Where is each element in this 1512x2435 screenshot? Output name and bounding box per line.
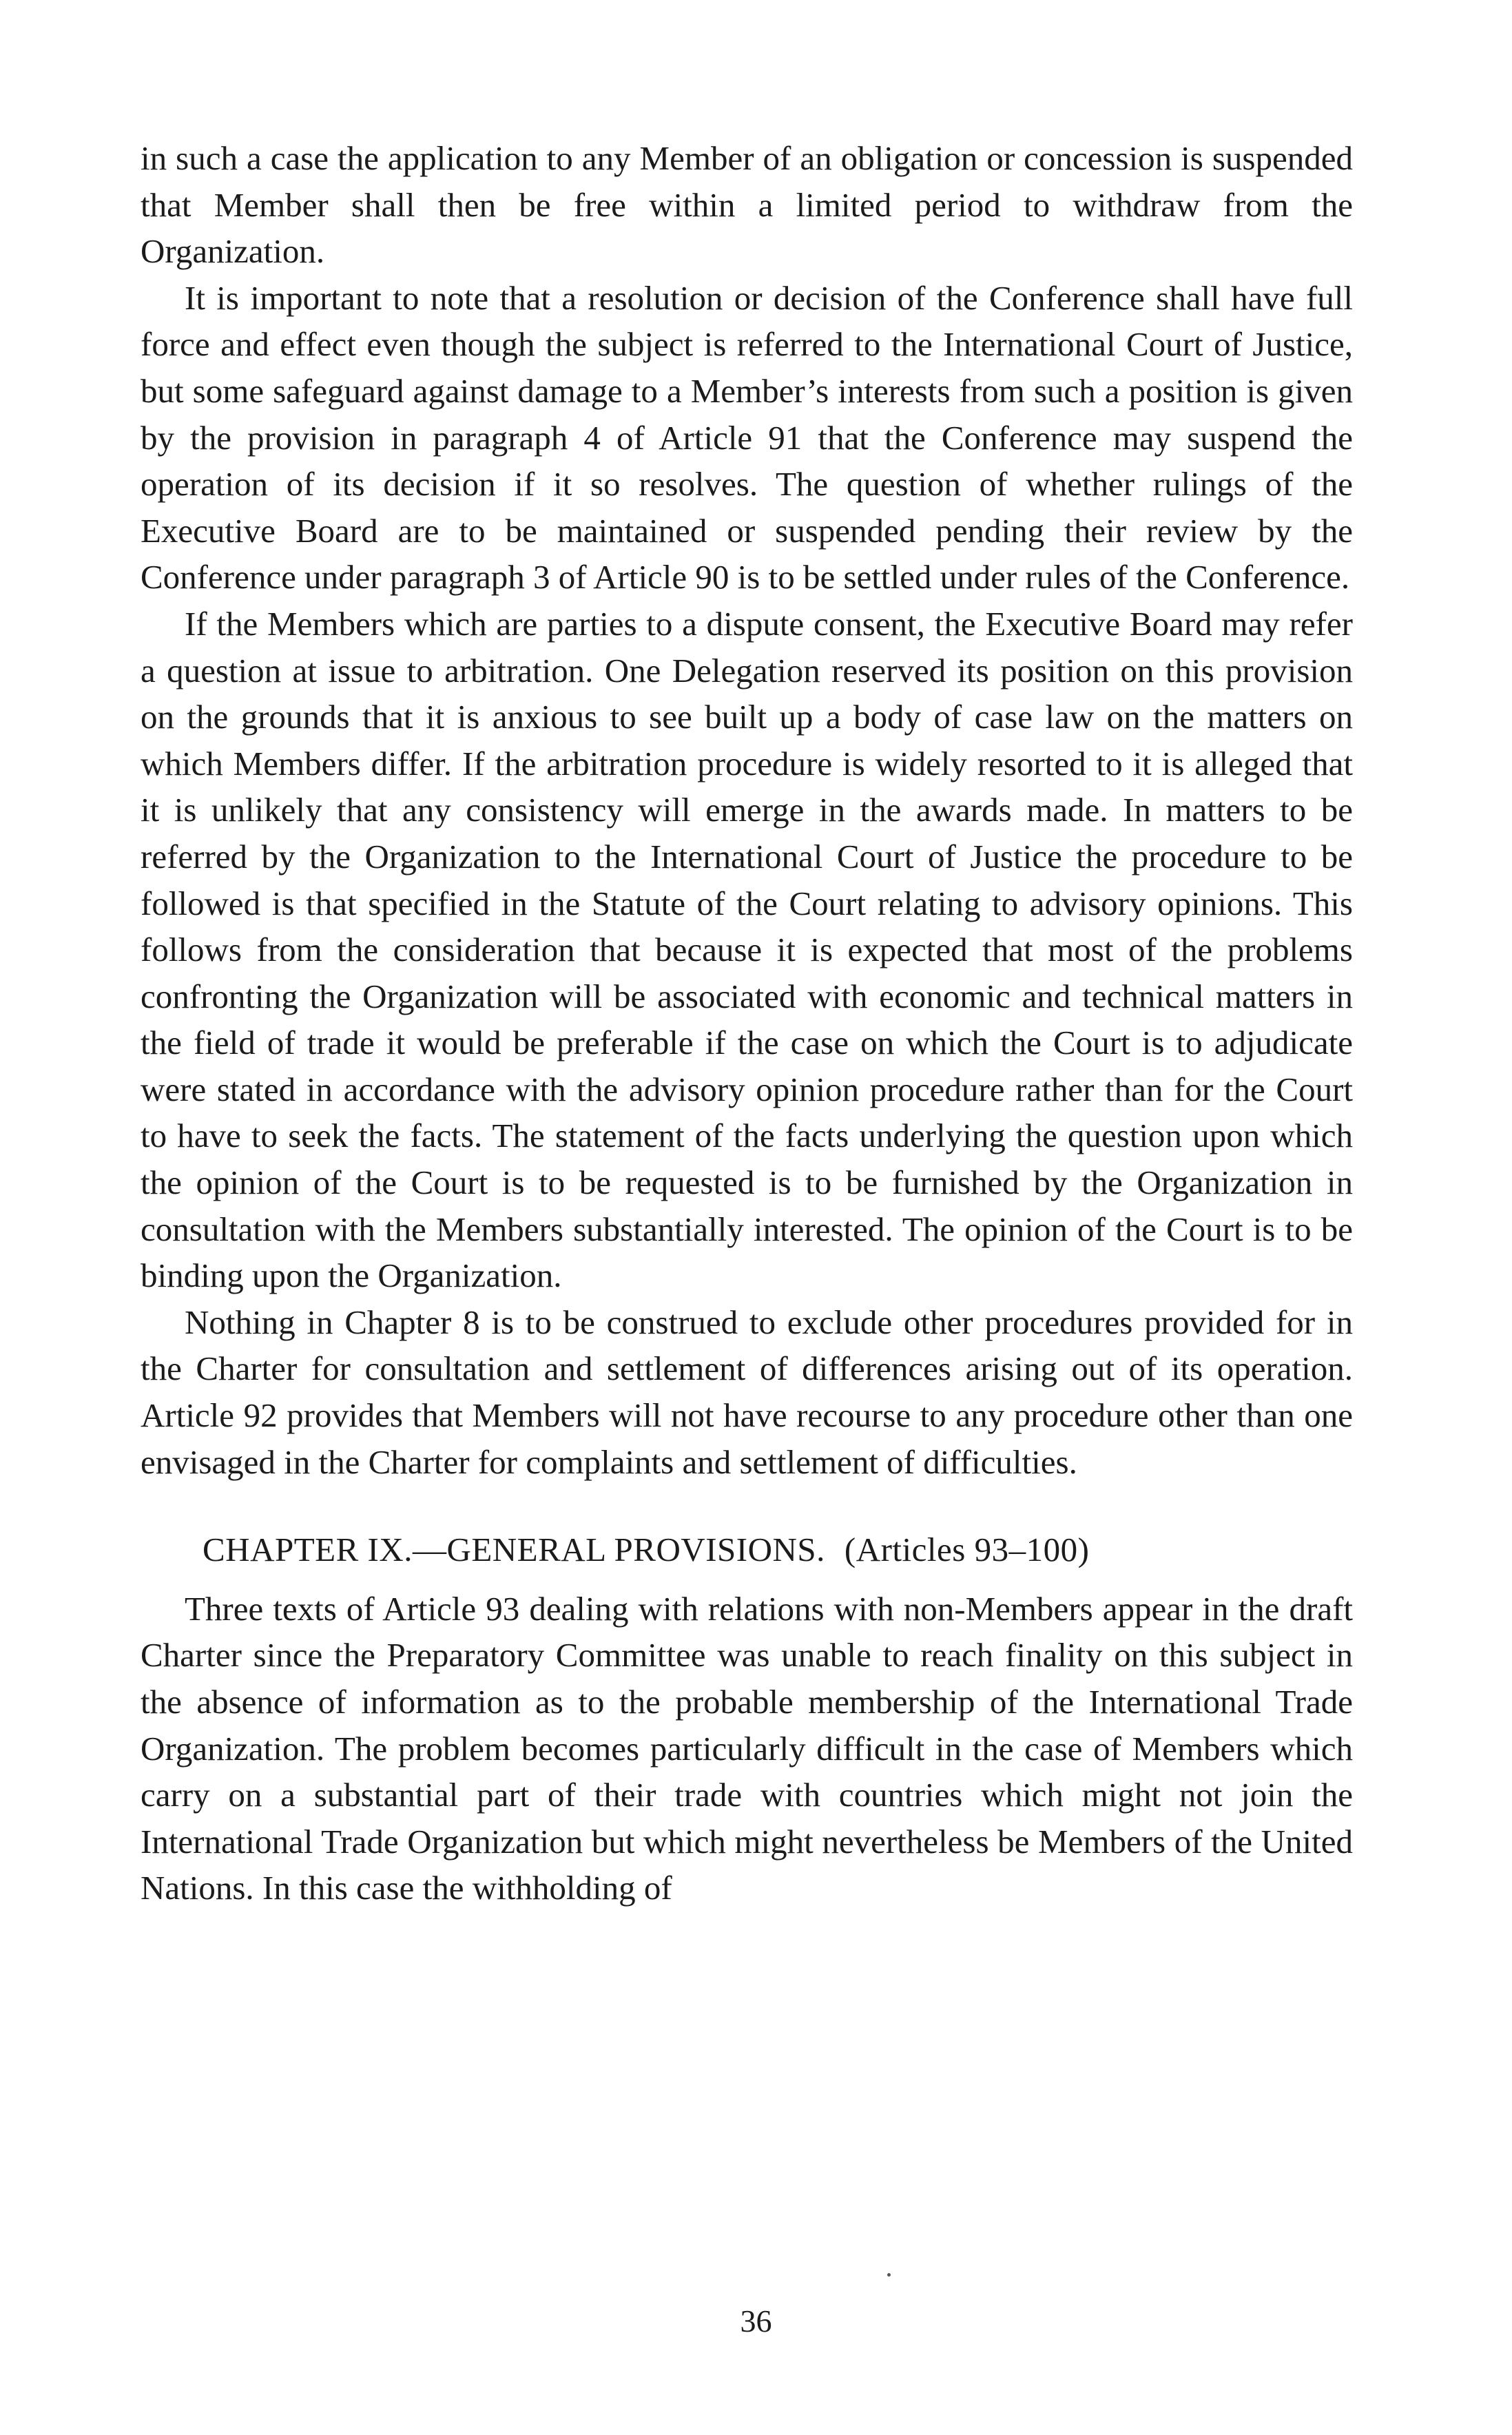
paragraph-conference-decisions: It is important to note that a resolution or decision of the Conference shall have full force and effect even though the subject is referred to the International Court of Justice, but some safeguard against damage to a Member’s interests from such a position is given by the provision in paragraph 4 of Article 91 that the Conference may suspend the operation of its decision if it so resolves. The question of whether rulings of the Executive Board are to be maintained or suspended pending their review by the Conference under paragraph 3 of Article 90 is to be settled under rules of the Conference.: [141, 278, 1353, 597]
page-number: 36: [740, 2303, 772, 2339]
print-speck: [887, 2273, 891, 2277]
document-page: [141, 135, 1353, 1911]
chapter-title: CHAPTER IX.—GENERAL PROVISIONS.: [203, 1531, 825, 1569]
paragraph-arbitration: If the Members which are parties to a dispute consent, the Executive Board may refer a question at issue to arbitration. One Delegation reserved its position on this provision on the grounds that it is anxious to see built up a body of case law on the matters on which Members differ. If the arbitration procedure is widely resorted to it is alleged that it is unlikely that any consistency will emerge in the awards made. In matters to be referred by the Organization to the International Court of Justice the procedure to be followed is that specified in the Statute of the Court relating to advisory opinions. This follows from the consideration that because it is expected that most of the problems confronting the Organization will be associated with economic and technical matters in the field of trade it would be preferable if the case on which the Court is to adjudicate were stated in accordance with the advisory opinion procedure rather than for the Court to have to seek the facts. The statement of the facts underlying the question upon which the opinion of the Court is to be requested is to be furnished by the Organization in consultation with the Members substantially interested. The opinion of the Court is to be binding upon the Organization.: [141, 604, 1353, 1295]
chapter-articles: (Articles 93–100): [844, 1531, 1090, 1569]
paragraph-non-members: Three texts of Article 93 dealing with relations with non-Members appear in the draft Charter since the Preparatory Committee was unable to reach finality on this subject in the absence of information as to the probable membership of the International Trade Organization. The problem becomes particularly difficult in the case of Members which carry on a substantial part of their trade with countries which might not join the International Trade Organization but which might nevertheless be Members of the United Nations. In this case the withholding of: [141, 1589, 1353, 1907]
paragraph-chapter-8: Nothing in Chapter 8 is to be construed to exclude other procedures provided for in the Charter for consultation and settlement of differences arising out of its operation. Article 92 provides that Members will not have recourse to any procedure other than one envisaged in the Charter for complaints and settlement of difficulties.: [141, 1303, 1353, 1481]
paragraph-continuation: in such a case the application to any Member of an obligation or concession is suspended that Member shall then be free within a limited period to withdraw from the Organization.: [141, 139, 1353, 271]
chapter-heading: [141, 1526, 1353, 1573]
